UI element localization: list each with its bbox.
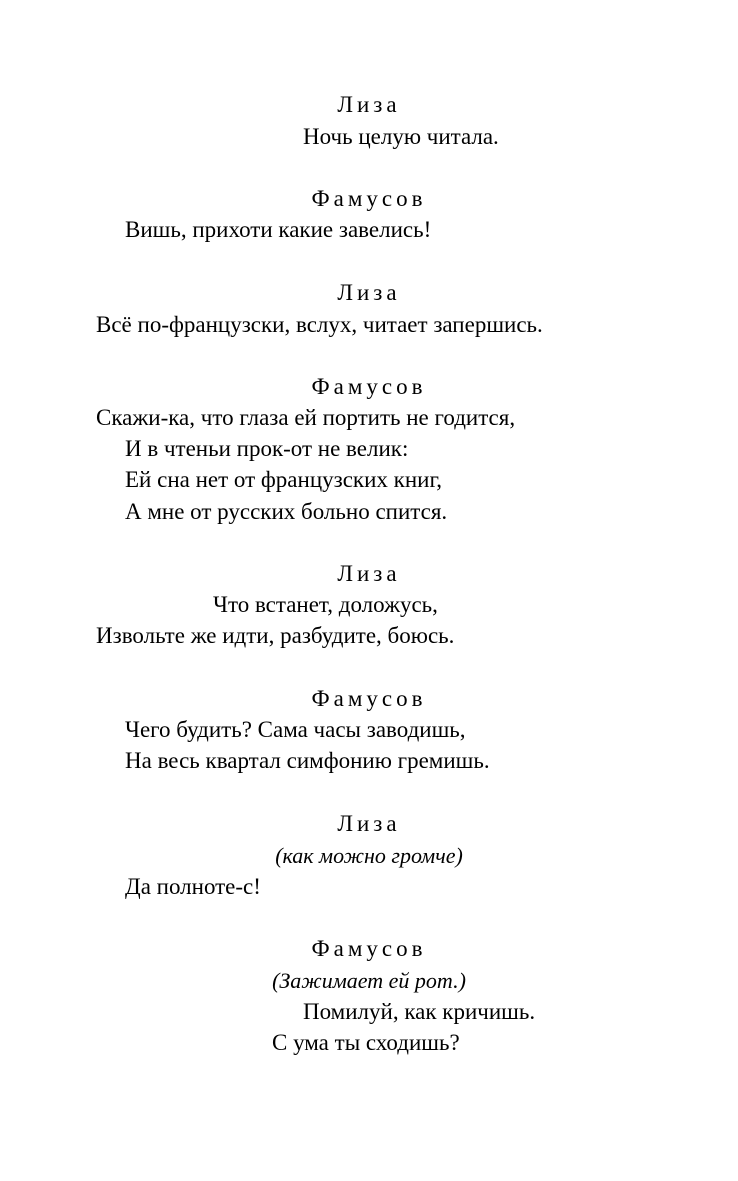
speaker-name: Фамусов — [311, 374, 427, 399]
speaker-name: Лиза — [337, 92, 401, 117]
speaker-name: Лиза — [337, 811, 401, 836]
stage-direction: (как можно громче) — [275, 843, 463, 868]
verse-line: Чего будить? Сама часы заводишь, — [125, 717, 466, 742]
verse-line: Скажи-ка, что глаза ей портить не годится, — [96, 405, 516, 430]
verse-line: А мне от русских больно спится. — [125, 499, 448, 524]
speaker-name: Лиза — [337, 280, 401, 305]
speaker-name: Фамусов — [311, 186, 427, 211]
speaker-name: Лиза — [337, 561, 401, 586]
speaker-name: Фамусов — [311, 686, 427, 711]
verse-line: На весь квартал симфонию гремишь. — [125, 748, 490, 773]
verse-line: Извольте же идти, разбудите, боюсь. — [96, 623, 455, 648]
verse-line: Ночь целую читала. — [303, 124, 499, 149]
verse-line: Помилуй, как кричишь. — [303, 999, 536, 1024]
verse-line: Да полноте-с! — [125, 874, 261, 899]
verse-line: Вишь, прихоти какие завелись! — [125, 217, 432, 242]
verse-line: С ума ты сходишь? — [272, 1030, 460, 1055]
verse-line: Всё по-французски, вслух, читает запершись. — [96, 312, 543, 337]
stage-direction: (Зажимает ей рот.) — [272, 968, 466, 993]
verse-line: Ей сна нет от французских книг, — [125, 467, 443, 492]
verse-line: Что встанет, доложусь, — [213, 592, 438, 617]
speaker-name: Фамусов — [311, 936, 427, 961]
verse-line: И в чтеньи прок-от не велик: — [125, 436, 409, 461]
